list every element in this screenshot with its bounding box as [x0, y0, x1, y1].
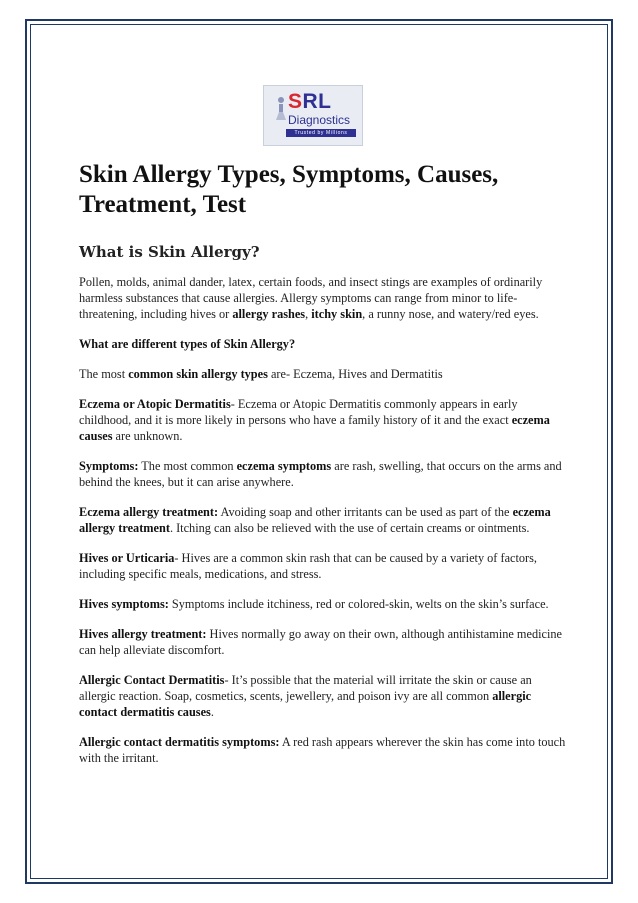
logo-brand: SRL — [288, 90, 332, 113]
keyword-allergy-rashes: allergy rashes — [232, 307, 306, 321]
logo-tagline: Trusted by Millions — [286, 129, 356, 137]
hives-treatment-paragraph: Hives allergy treatment: Hives normally go away on their own, although antihistamine medicine can help alleviate discomfort. — [79, 627, 562, 657]
keyword-common-types: common skin allergy types — [128, 367, 268, 381]
intro-paragraph: Pollen, molds, animal dander, latex, certain foods, and insect stings are examples of ordinarily harmless substances that cause allergies. Allergy symptoms can range from minor to life-threatening, including hives or allergy rashes, itchy skin, a runny nose, and watery/red eyes. — [79, 275, 543, 321]
document-body — [79, 160, 569, 766]
keyword-itchy-skin: itchy skin — [311, 307, 363, 321]
keyword-contact-causes: allergic contact dermatitis causes — [79, 689, 532, 719]
page-title: Skin Allergy Types, Symptoms, Causes, Treatment, Test — [79, 161, 499, 218]
hives-symptoms-paragraph: Hives symptoms: Symptoms include itchiness, red or colored-skin, welts on the skin’s surface. — [79, 597, 549, 611]
types-paragraph: The most common skin allergy types are- Eczema, Hives and Dermatitis — [79, 367, 443, 381]
keyword-eczema-treatment: eczema allergy treatment — [79, 505, 551, 535]
keyword-eczema-symptoms: eczema symptoms — [236, 459, 332, 473]
contact-dermatitis-paragraph: Allergic Contact Dermatitis- It’s possible that the material will irritate the skin or cause an allergic reaction. Soap, cosmetics, scents, jewellery, and poison ivy are all common allergic contact dermatitis causes. — [79, 673, 532, 719]
eczema-symptoms-paragraph: Symptoms: The most common eczema symptoms are rash, swelling, that occurs on the arms and behind the knees, but it can arise anywhere. — [79, 459, 562, 489]
eczema-paragraph: Eczema or Atopic Dermatitis- Eczema or Atopic Dermatitis commonly appears in early childhood, and it is more likely in persons who have a family history of it and the exact eczema causes are unknown. — [79, 397, 550, 443]
section-heading: What is Skin Allergy? — [79, 243, 260, 261]
srl-diagnostics-logo — [263, 85, 363, 146]
keyword-eczema-causes: eczema causes — [79, 413, 550, 443]
flask-icon — [274, 96, 288, 122]
eczema-treatment-paragraph: Eczema allergy treatment: Avoiding soap and other irritants can be used as part of the eczema allergy treatment. Itching can also be relieved with the use of certain creams or ointments. — [79, 505, 551, 535]
logo-subtitle: Diagnostics — [288, 113, 351, 127]
types-question: What are different types of Skin Allergy? — [79, 337, 296, 351]
contact-symptoms-paragraph: Allergic contact dermatitis symptoms: A red rash appears wherever the skin has come into touch with the irritant. — [79, 735, 566, 765]
hives-paragraph: Hives or Urticaria- Hives are a common skin rash that can be caused by a variety of factors, including specific meals, medications, and stress. — [79, 551, 538, 581]
